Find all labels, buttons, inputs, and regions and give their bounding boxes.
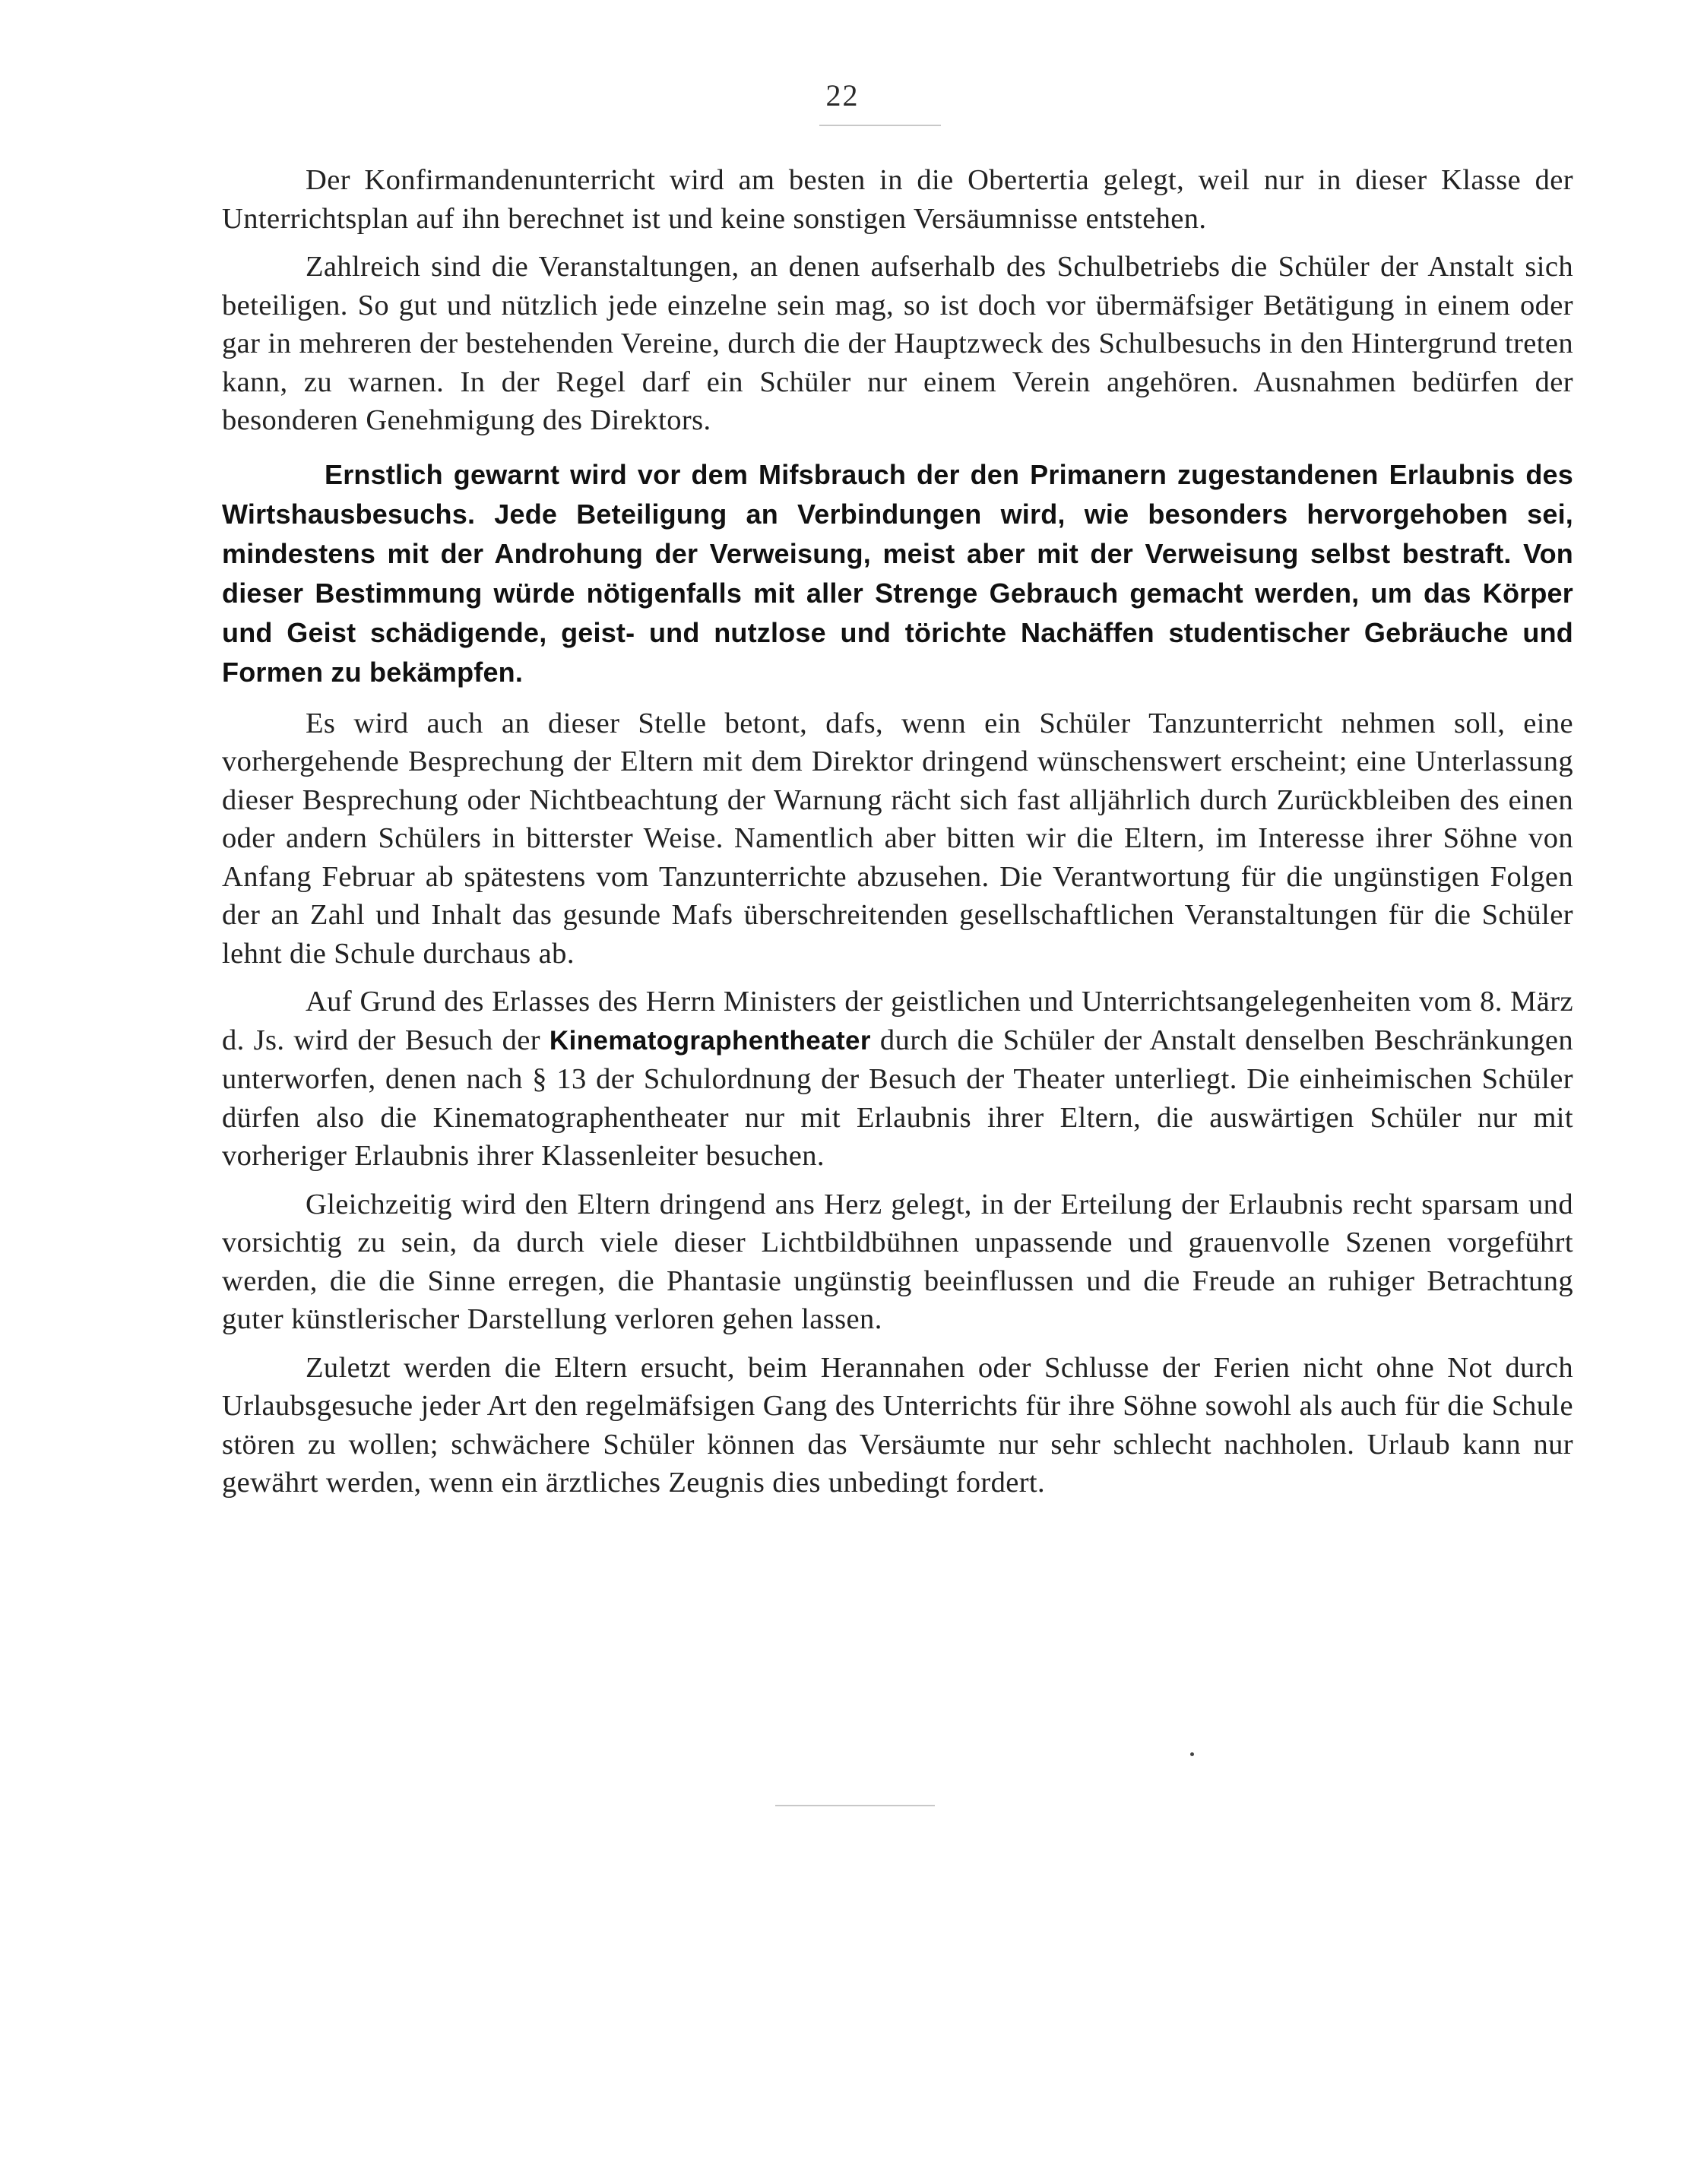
stray-dot — [1190, 1752, 1194, 1756]
document-body — [222, 161, 1573, 1512]
paragraph-konfirmandenunterricht: Der Konfirmandenunterricht wird am besten in die Obertertia gelegt, weil nur in dieser Klasse der Unterrichtsplan auf ihn berechnet ist und keine sonstigen Versäumnisse entstehen. — [222, 164, 1573, 235]
paragraph-wirtshausbesuch-warning: Ernstlich gewarnt wird vor dem Mifsbrauch der den Primanern zugestandenen Erlaubnis des Wirtshausbesuchs. Jede Beteiligung an Verbindungen wird, wie besonders hervorgehoben sei, mindestens mit der Androhung der Verweisung, meist aber mit der Verweisung selbst bestraft. Von dieser Bestimmung würde nötigenfalls mit aller Strenge Gebrauch gemacht werden, um das Körper und Geist schädigende, geist- und nutzlose und törichte Nachäffen studentischer Gebräuche und Formen zu bekämpfen. — [222, 458, 1573, 688]
kinematographentheater-emphasis: Kinematographentheater — [549, 1025, 871, 1056]
paragraph-kinematographentheater — [222, 983, 1573, 1176]
paragraph-veranstaltungen: Zahlreich sind die Veranstaltungen, an denen aufserhalb des Schulbetriebs die Schüler der Anstalt sich beteiligen. So gut und nützlich jede einzelne sein mag, so ist doch vor übermäfsiger Betätigung in einem oder gar in mehreren der bestehenden Vereine, durch die der Hauptzweck des Schulbesuchs in den Hintergrund treten kann, zu warnen. In der Regel darf ein Schüler nur einem Verein angehören. Ausnahmen bedürfen der besonderen Genehmigung des Direktors. — [222, 251, 1573, 436]
paragraph-urlaubsgesuche: Zuletzt werden die Eltern ersucht, beim Herannahen oder Schlusse der Ferien nicht ohne Not durch Urlaubsgesuche jeder Art den regelmäfsigen Gang des Unterrichts für ihre Söhne sowohl als auch für die Schule stören zu wollen; schwächere Schüler können das Versäumte nur sehr schlecht nachholen. Urlaub kann nur gewährt werden, wenn ein ärztliches Zeugnis dies unbedingt fordert. — [222, 1351, 1573, 1499]
paragraph-kino-text-after: durch die Schüler der Anstalt denselben Beschränkungen unterworfen, denen nach § 13 der Schulordnung der Besuch der Theater unterliegt. Die einheimischen Schüler dürfen also die Kinematographentheater nur mit Erlaubnis ihrer Eltern, die auswärtigen Schüler nur mit vorheriger Erlaubnis ihrer Klassenleiter besuchen. — [222, 1024, 1574, 1172]
paragraph-erlaubnis-sparsam: Gleichzeitig wird den Eltern dringend ans Herz gelegt, in der Erteilung der Erlaubnis recht sparsam und vorsichtig zu sein, da durch viele dieser Lichtbildbühnen unpassende und grauenvolle Szenen vorgeführt werden, die die Sinne erregen, die Phantasie ungünstig beeinflussen und die Freude an ruhiger Betrachtung guter künstlerischer Darstellung verloren gehen lassen. — [222, 1188, 1573, 1335]
header-rule — [819, 125, 941, 126]
paragraph-kino-text-before: Auf Grund des Erlasses des Herrn Ministers der geistlichen und Unterrichtsangelegenheiten vom 8. März d. Js. wird der Besuch der — [222, 986, 1573, 1056]
paragraph-tanzunterricht: Es wird auch an dieser Stelle betont, dafs, wenn ein Schüler Tanzunterricht nehmen soll, eine vorhergehende Besprechung der Eltern mit dem Direktor dringend wünschenswert erscheint; eine Unterlassung dieser Besprechung oder Nichtbeachtung der Warnung rächt sich fast alljährlich durch Zurückbleiben des einen oder andern Schülers in bitterster Weise. Namentlich aber bitten wir die Eltern, im Interesse ihrer Söhne von Anfang Februar ab spätestens vom Tanzunterrichte abzusehen. Die Verantwortung für die ungünstigen Folgen der an Zahl und Inhalt das gesunde Mafs überschreitenden gesellschaftlichen Veranstaltungen für die Schüler lehnt die Schule durchaus ab. — [222, 707, 1573, 970]
page-number: 22 — [825, 78, 860, 112]
footer-rule — [775, 1805, 935, 1806]
